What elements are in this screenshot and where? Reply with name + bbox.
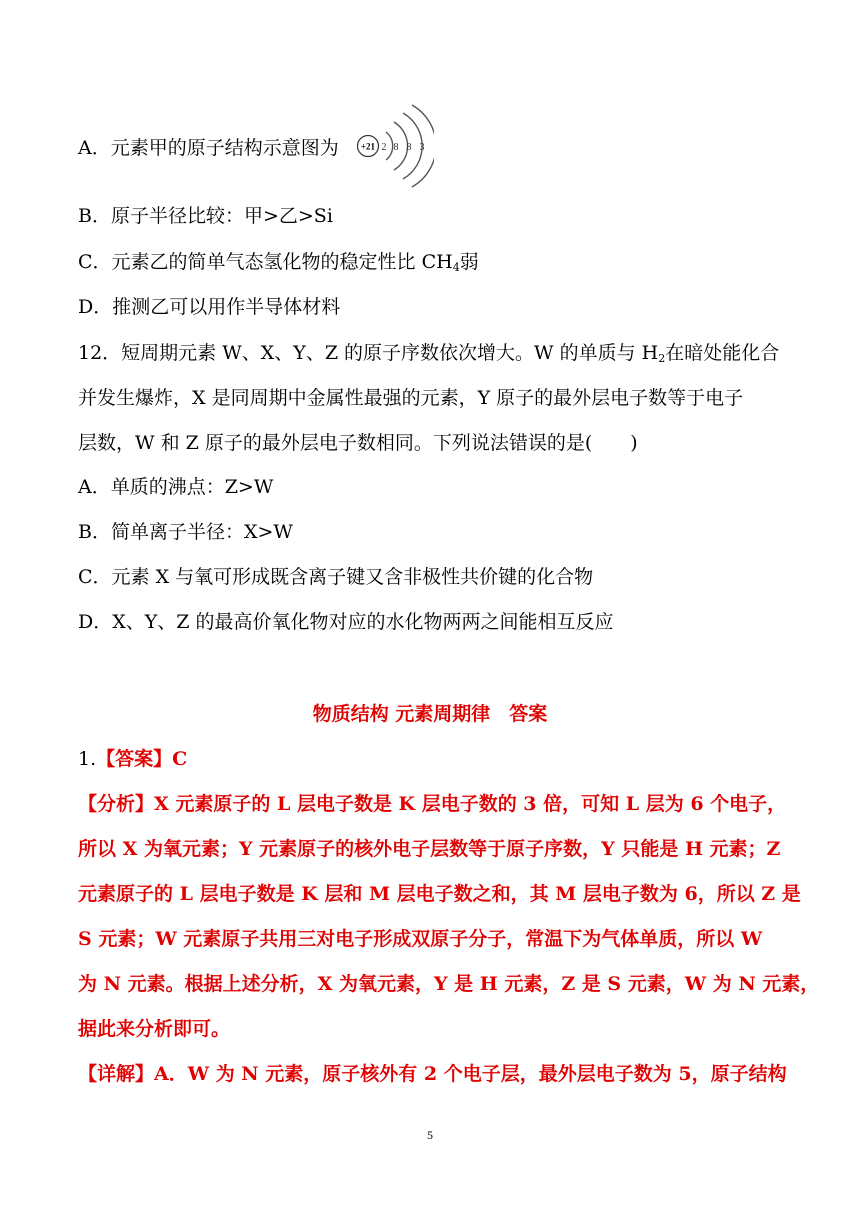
- answer-1-label: 【答案】C: [96, 748, 188, 770]
- analysis-line-5: 为 N 元素。根据上述分析，X 为氧元素，Y 是 H 元素，Z 是 S 元素，W 为 N 元素，: [78, 973, 820, 995]
- analysis-line-6: 据此来分析即可。: [78, 1018, 231, 1040]
- q11-option-a-text: A．元素甲的原子结构示意图为: [78, 137, 339, 159]
- q12-option-c: C．元素 X 与氧可形成既含离子键又含非极性共价键的化合物: [78, 566, 594, 588]
- answer-1-number: 1.: [78, 748, 97, 770]
- q11-option-c-sub: 4: [452, 261, 460, 274]
- shell-1-count: 2: [381, 142, 387, 153]
- q12-stem-l1-pre: 12．短周期元素 W、X、Y、Z 的原子序数依次增大。W 的单质与 H: [78, 342, 659, 364]
- q12-stem-line-2: 并发生爆炸，X 是同周期中金属性最强的元素，Y 原子的最外层电子数等于电子: [78, 387, 744, 409]
- q12-option-a: A．单质的沸点：Z>W: [78, 476, 274, 498]
- q12-stem-line-1: [78, 341, 779, 371]
- shell-4-count: 3: [419, 142, 425, 153]
- analysis-line-3: 元素原子的 L 层电子数是 K 层和 M 层电子数之和，其 M 层电子数为 6，所以 Z 是: [78, 883, 801, 905]
- q12-stem-line-3: 层数，W 和 Z 原子的最外层电子数相同。下列说法错误的是( ): [78, 432, 638, 454]
- analysis-line-1: 【分析】X 元素原子的 L 层电子数是 K 层电子数的 3 倍，可知 L 层为 6 个电子，: [78, 793, 787, 815]
- q11-option-a: [78, 136, 339, 160]
- q11-option-c-post: 弱: [459, 251, 479, 273]
- analysis-line-2: 所以 X 为氧元素；Y 元素原子的核外电子层数等于原子序数，Y 只能是 H 元素；Z: [78, 838, 781, 860]
- q12-option-d: D．X、Y、Z 的最高价氧化物对应的水化物两两之间能相互反应: [78, 611, 614, 633]
- q11-option-c: [78, 250, 479, 280]
- detail-line-1: 【详解】A．W 为 N 元素，原子核外有 2 个电子层，最外层电子数为 5，原子结构: [78, 1063, 787, 1085]
- atom-nucleus-charge: +21: [360, 141, 376, 152]
- atom-structure-diagram: [354, 102, 434, 190]
- q11-option-d: D．推测乙可以用作半导体材料: [78, 296, 341, 318]
- analysis-line-4: S 元素；W 元素原子共用三对电子形成双原子分子，常温下为气体单质，所以 W: [78, 928, 763, 950]
- answers-title: 物质结构 元素周期律 答案: [312, 703, 548, 725]
- q12-stem-l1-post: 在暗处能化合: [665, 342, 780, 364]
- q12-option-b: B．简单离子半径：X>W: [78, 521, 293, 543]
- page-number: 5: [427, 1128, 433, 1142]
- q12-stem-l1-sub: 2: [658, 352, 666, 365]
- shell-3-count: 8: [406, 142, 412, 153]
- q11-option-b: B．原子半径比较：甲>乙>Si: [78, 205, 333, 227]
- q11-option-c-pre: C．元素乙的简单气态氢化物的稳定性比 CH: [78, 251, 453, 273]
- answer-1-line: [78, 747, 187, 771]
- shell-2-count: 8: [393, 142, 399, 153]
